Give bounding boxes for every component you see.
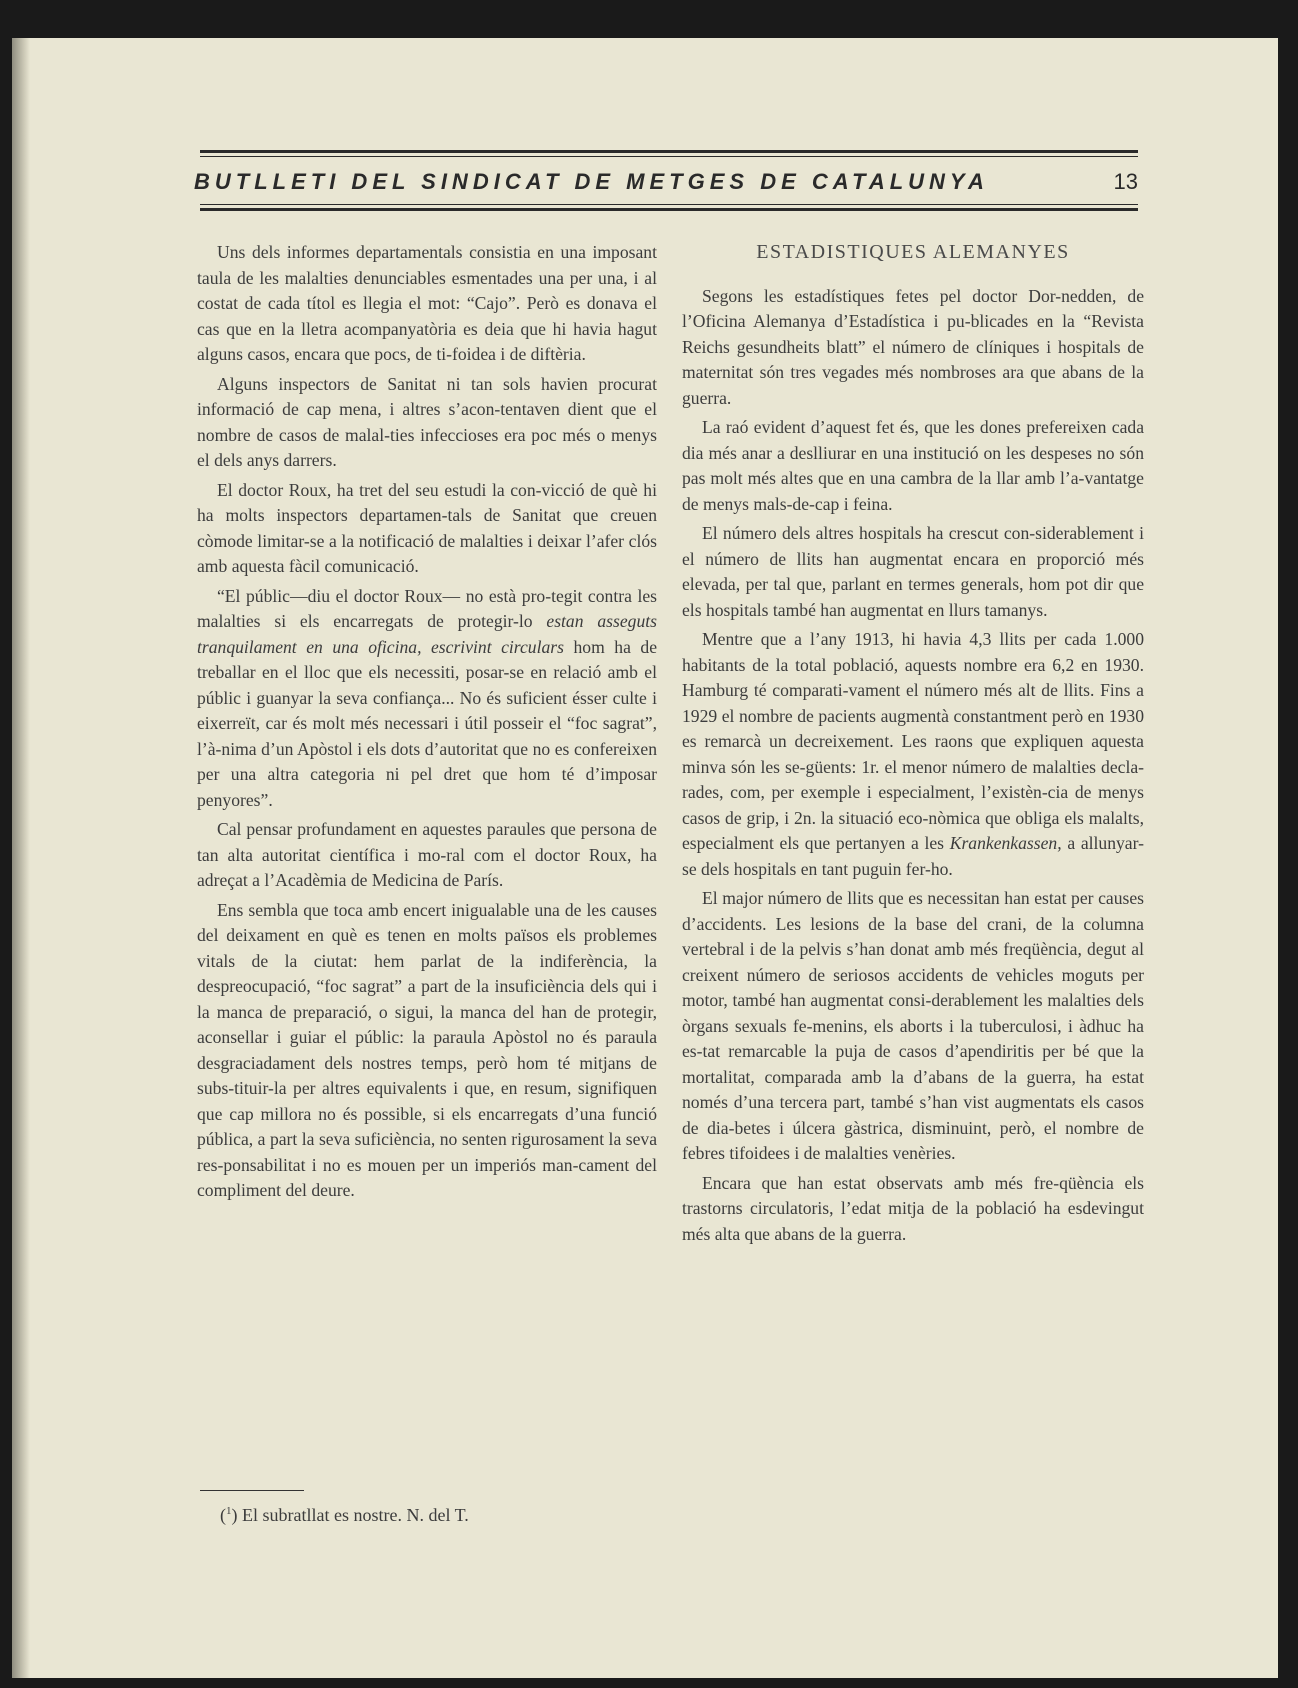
paragraph-text: que pertanyen a les xyxy=(804,833,950,853)
page-binding-edge xyxy=(12,38,30,1678)
paragraph: Ens sembla que toca amb encert inigualable una de les causes del deixament en què es tenen en molts països els problemes vitals de la ciutat: hem parlat de la indiferència, la despreocupació, “foc sagrat” a part de la insuficiència dels qui i la manca de preparació, o sigui, la manca del han de protegir, aconsellar i guiar el públic: la paraula Apòstol no és paraula desgraciadament dels nostres temps, però hom té mitjans de subs-tituir-la per altres equivalents i que, en resum, signifiquen que cap millora no és possible, si els encarregats d’una funció pública, a part la seva suficiència, no senten rigurosament la seva res-ponsabilitat i no es mouen per un imperiós man-cament del compliment del deure. xyxy=(197,899,657,1200)
paragraph: El major número de llits que es necessitan han estat per causes d’accidents. Les lesions de la base del crani, de la columna vertebral i de la pelvis s’han donat amb més freqüència, degut al creixent número de seriosos accidents de vehicles moguts per motor, també han augmentat consi-derablement les malalties dels òrgans sexuals fe-menins, els aborts i la tuberculosi, i àdhuc ha es-tat remarcable la puja de casos d’apendiritis per bé que la mortalitat, comparada amb la d’abans de la guerra, ha estat només d’una tercera part, també s’han vist augmentats els casos de dia-betes i úlcera gàstrica, disminuint, però, el nombre de febres tifoidees i de malalties venèries. xyxy=(682,888,1144,1163)
italic-term: Krankenkassen, xyxy=(949,833,1062,853)
footnote: ($^1$) El subratllat es nostre. N. del T. xyxy=(220,1505,469,1525)
paragraph: Cal pensar profundament en aquestes paraules que persona de tan alta autoritat científica i mo-ral com el doctor Roux, ha adreçat a l’Acadèmia de Medicina de París. xyxy=(197,819,657,890)
paragraph: La raó evident d’aquest fet és, que les dones prefereixen cada dia més anar a deslliurar en una institució on les despeses no són pas molt més altes que en una cambra de la llar amb l’a-vantatge de menys mals-de-cap i feina. xyxy=(682,417,1144,514)
paragraph-text: Mentre que a l’any 1913, hi havia 4,3 llits per cada 1.000 habitants de la total població, aquests nombre era 6,2 en 1930. Hamburg té comparati-vament el número més alt de llits. Fins a 1929 el nombre de pacients augmentà constantment però en 1930 es remarcà un decreixement. Les raons que expliquen aquesta minva són les se-güents: 1r. el menor número de malalties decla-rades, com, per exemple i especialment, l’existèn-cia de menys casos de grip, i 2n. la situació eco-nòmica que obliga els malalts, especialment els xyxy=(682,629,1144,853)
header-rule-bottom-thin xyxy=(200,204,1138,205)
paragraph-text: a allunyar-se dels hospitals en tant puguin fer-ho. xyxy=(682,833,1144,879)
running-header xyxy=(194,162,1138,202)
right-column xyxy=(682,240,1144,1251)
paragraph: Uns dels informes departamentals consistia en una imposant taula de les malalties denunciables esmentades una per una, i al costat de cada títol es llegia el mot: “Cajo”. Però es donava el cas que en la lletra acompanyatòria es deia que hi havia hagut alguns casos, encara que pocs, de ti-foidea i de diftèria. xyxy=(197,242,657,364)
footnote-rule xyxy=(200,1490,304,1491)
footnote-marker: 1 xyxy=(226,1505,232,1517)
paragraph xyxy=(682,627,1144,882)
paragraph: El número dels altres hospitals ha crescut con-siderablement i el número de llits han augmentat encara en proporció més elevada, per tal que, parlant en termes generals, hom pot dir que els hospitals també han augmentat en llurs tamanys. xyxy=(682,523,1144,620)
footnote-text: El subratllat es nostre. N. del T. xyxy=(237,1505,469,1525)
header-rule-bottom xyxy=(200,208,1138,211)
page-number: 13 xyxy=(1113,169,1138,194)
paragraph: Encara que han estat observats amb més fre-qüència els trastorns circulatoris, l’edat mitja de la població ha esdevingut més alta que abans de la guerra. xyxy=(682,1172,1144,1244)
paragraph: El doctor Roux, ha tret del seu estudi la con-vicció de què hi ha molts inspectors departamen-tals de Sanitat que creuen còmode limitar-se a la notificació de malalties i deixar l’afer clós amb aquesta fàcil comunicació. xyxy=(197,479,657,576)
paragraph: Segons les estadístiques fetes pel doctor Dor-nedden, de l’Oficina Alemanya d’Estadística i pu-blicades en la “Revista Reichs gesundheits blatt” el número de clíniques i hospitals de maternitat són tres vegades més nombroses ara que abans de la guerra. xyxy=(682,285,1144,408)
left-column xyxy=(197,240,657,1208)
quote-paragraph xyxy=(197,584,657,814)
quote-italic-text: estan asseguts tranquilament en una oficina, escrivint circulars xyxy=(197,611,657,657)
paragraph: Alguns inspectors de Sanitat ni tan sols havien procurat informació de cap mena, i altres s’acon-tentaven dient que el nombre de casos de malal-ties infeccioses era poc més o menys el dels anys darrers. xyxy=(197,373,657,470)
header-rule-top xyxy=(200,150,1138,153)
journal-title: BUTLLETI DEL SINDICAT DE METGES DE CATALUNYA xyxy=(194,169,989,194)
quote-text: hom ha de treballar en el lloc que els necessiti, posar-se en relació amb el públic i guanyar la seva confiança... No és suficient ésser culte i eixerreït, car és molt més necessari i útil posseir el “foc sagrat”, l’à-nima d’un Apòstol i els dots d’autoritat que no es confereixen per una altra categoria ni pel dret que hom té d’imposar penyores”. xyxy=(197,636,658,810)
header-rule-top-thin xyxy=(200,156,1138,157)
section-heading: ESTADISTIQUES ALEMANYES xyxy=(756,241,1070,263)
quote-text: “El públic—diu el doctor Roux— no està pro-tegit contra les malalties si els encarregats de protegir-lo xyxy=(197,585,657,631)
